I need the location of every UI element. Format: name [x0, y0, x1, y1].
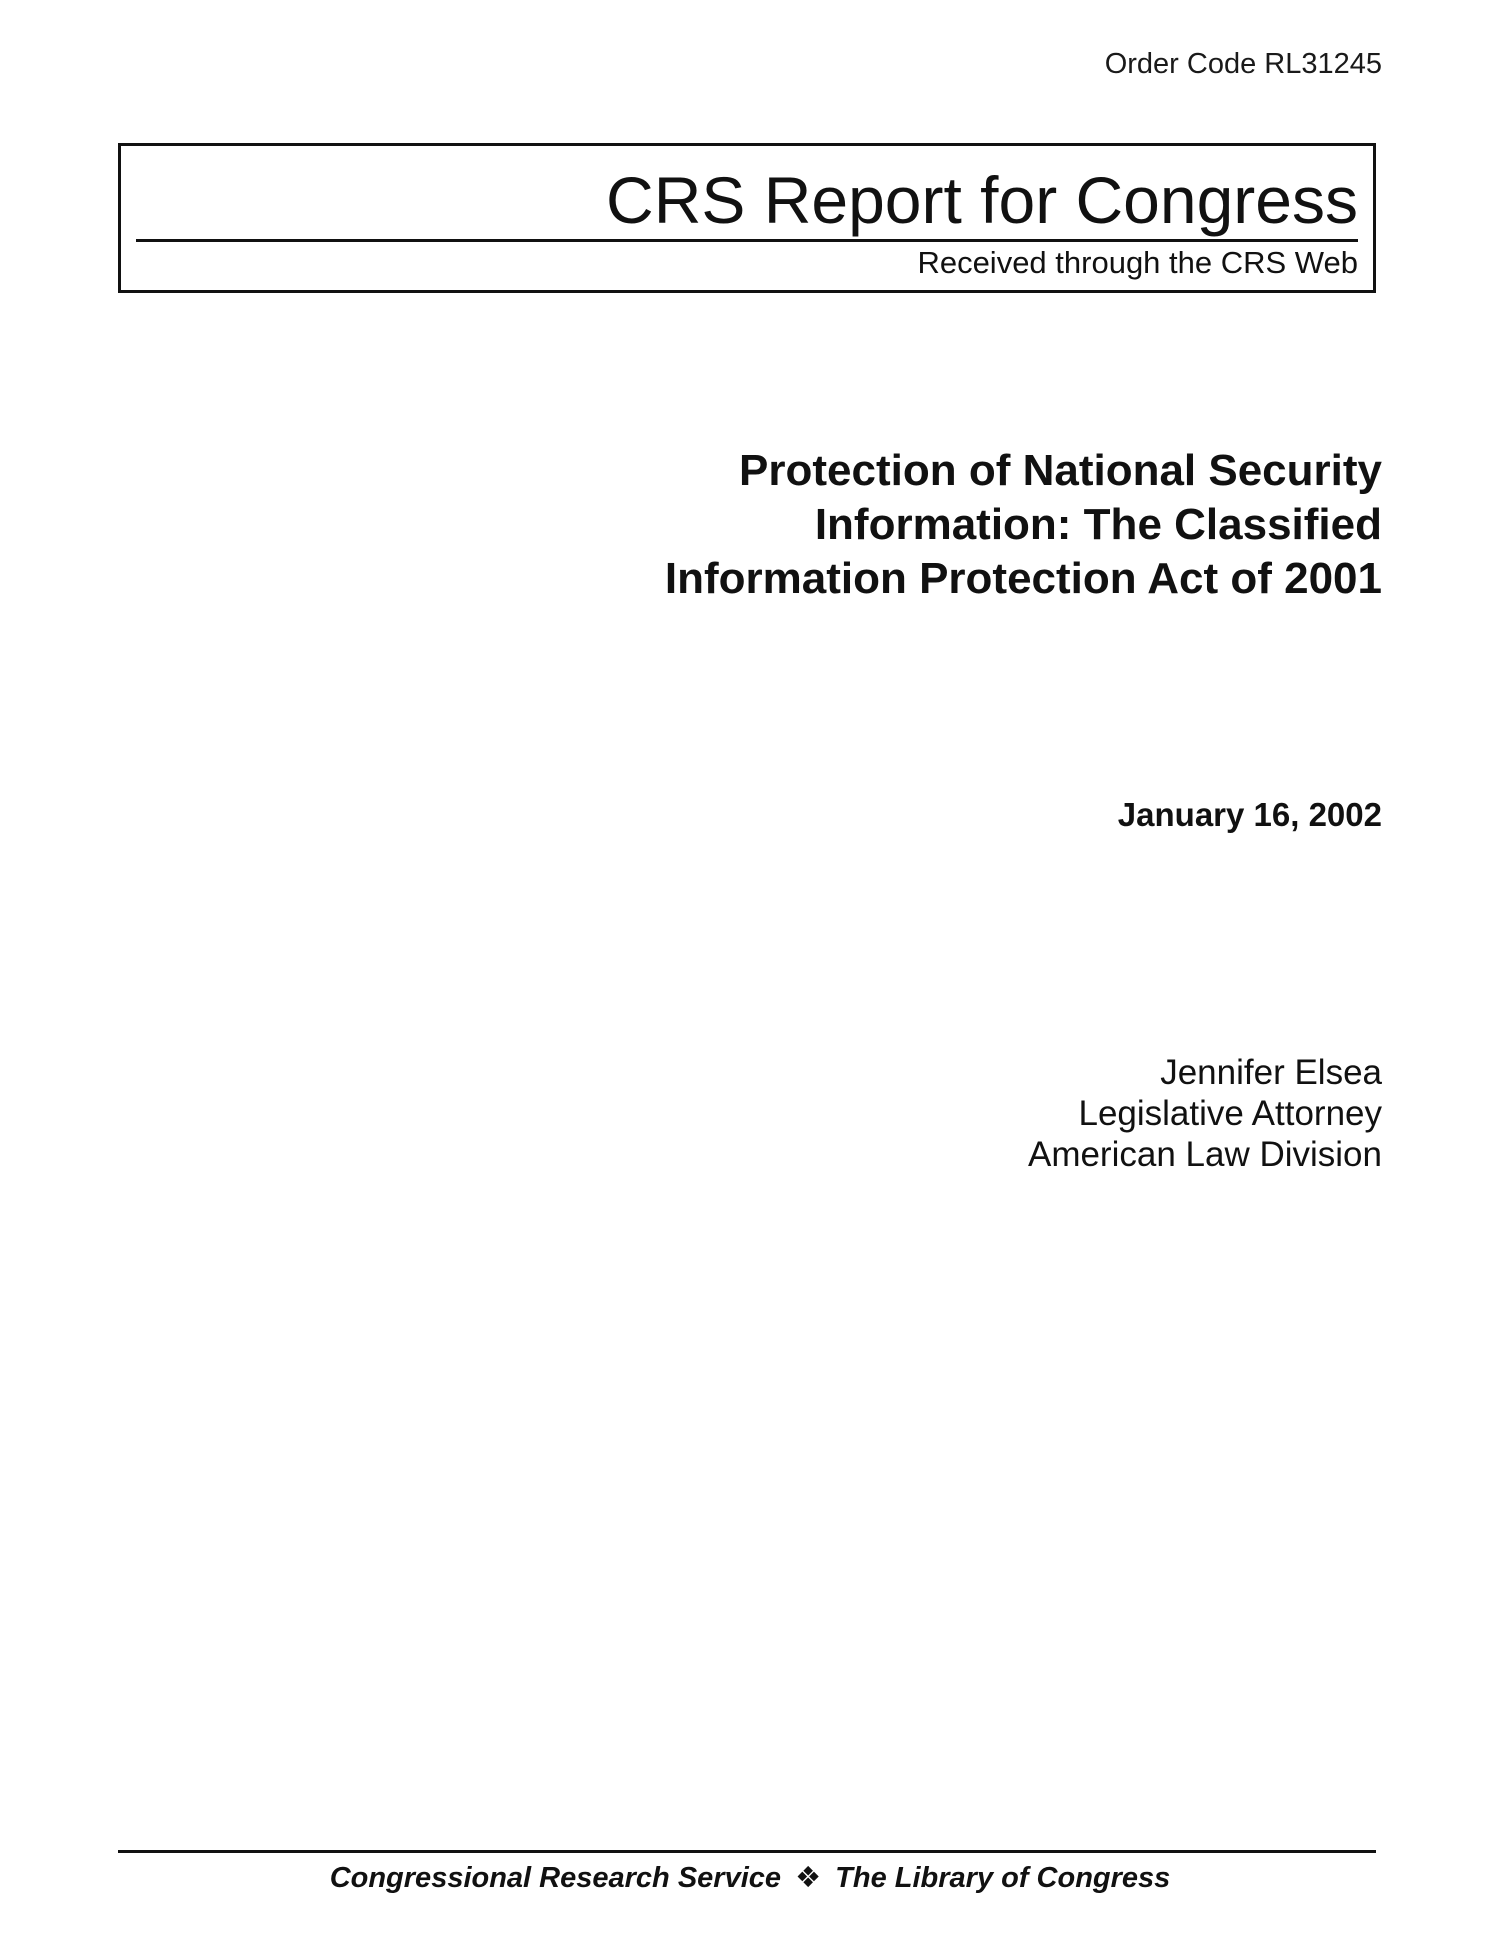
document-date: January 16, 2002 [1117, 796, 1382, 833]
header-divider [136, 239, 1358, 242]
document-title-line: Information: The Classified [814, 500, 1382, 549]
footer-separator-icon: ❖ [795, 1862, 822, 1894]
author-division: American Law Division [1027, 1135, 1382, 1174]
author-name: Jennifer Elsea [1160, 1053, 1382, 1092]
report-subtitle: Received through the CRS Web [917, 245, 1358, 280]
footer-right-text: The Library of Congress [835, 1862, 1171, 1894]
report-header-box [118, 143, 1376, 293]
footer-left-text: Congressional Research Service [329, 1862, 782, 1894]
order-code: Order Code RL31245 [1104, 48, 1382, 80]
footer-divider [118, 1850, 1376, 1853]
document-title-line: Protection of National Security [739, 446, 1382, 495]
report-title: CRS Report for Congress [606, 163, 1358, 237]
document-title [482, 444, 1382, 606]
author-block [1028, 1052, 1382, 1175]
document-title-line: Information Protection Act of 2001 [664, 554, 1382, 603]
author-position: Legislative Attorney [1078, 1094, 1382, 1133]
footer [0, 1860, 1500, 1896]
